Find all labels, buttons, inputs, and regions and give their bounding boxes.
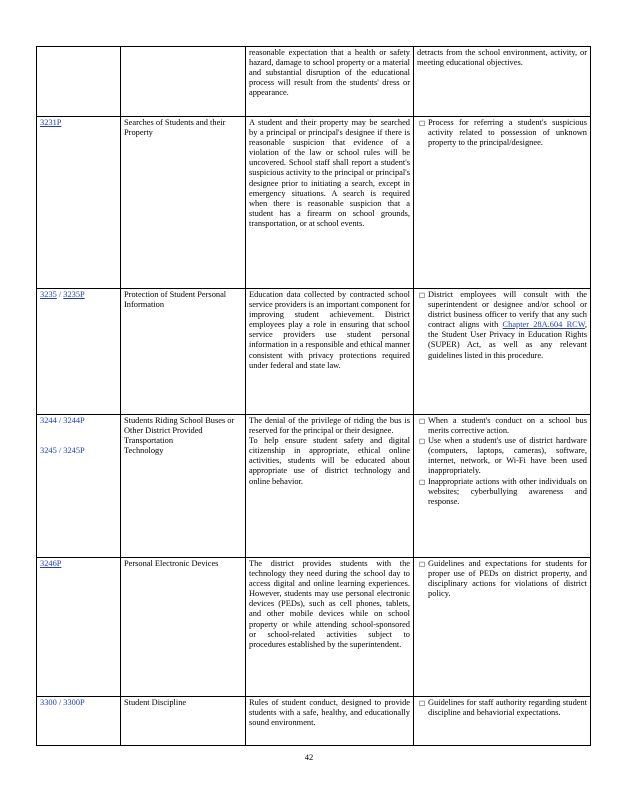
policy-code-cell bbox=[37, 47, 121, 117]
procedure-text: Guidelines and expectations for students for proper use of PEDs on district property, and disciplinary actions for violations of district policy. bbox=[428, 559, 587, 599]
procedure-cell bbox=[414, 117, 591, 289]
policy-code-cell bbox=[37, 558, 121, 697]
policy-code-link[interactable]: 3235 bbox=[40, 290, 57, 299]
procedure-text: District employees will consult with the superintendent or designee and/or school or district business officer to verify that any such contract aligns with Chapter 28A.604 RCW, the Student User Privacy in Education Rights (SUPER) Act, as well as any relevant guidelines listed in this procedure. bbox=[428, 290, 587, 360]
policy-code-link[interactable]: 3231P bbox=[40, 118, 62, 127]
procedure-bullet bbox=[419, 698, 587, 718]
rcw-chapter-link[interactable]: Chapter 28A.604 RCW bbox=[502, 320, 585, 330]
policy-description-cell bbox=[246, 415, 414, 558]
policy-description: A student and their property may be searched by a principal or principal's designee if there is reasonable suspicion that evidence of a violation of the law or school rules will be uncovered. School staff shall report a student's suspicious activity to the principal or principal's designee prior to initiating a search, except in emergency situations. A search is required when there is reasonable suspicion that a student has a firearm on school grounds, transportation, or at school events. bbox=[246, 117, 414, 289]
policy-code-cell bbox=[37, 117, 121, 289]
procedure-text: Process for referring a student's suspicious activity related to possession of unknown property to the principal/designee. bbox=[428, 118, 587, 148]
procedure-cell bbox=[414, 289, 591, 415]
procedure-text: Guidelines for staff authority regarding student discipline and behaviorial expectations. bbox=[428, 698, 587, 718]
policy-description: The district provides students with the technology they need during the school day to access digital and online learning experiences. However, students may use personal electronic devices (PEDs), such as cell phones, tablets, and other mobile devices while on school property or while attending school-sponsored or school-related activities subject to procedures established by the superintendent. bbox=[246, 558, 414, 697]
table-row bbox=[37, 415, 591, 558]
policy-description: Education data collected by contracted school service providers is an important component for improving student achievement. District employees play a role in ensuring that school service providers use student personal information in a responsible and ethical manner consistent with privacy protections required under federal and state law. bbox=[246, 289, 414, 415]
policy-table bbox=[36, 46, 591, 746]
policy-title: Student Discipline bbox=[121, 697, 246, 746]
checkbox-bullet-icon: □ bbox=[419, 437, 426, 446]
policy-code-link[interactable]: 3246P bbox=[40, 559, 62, 568]
procedure-bullet bbox=[419, 559, 587, 599]
policy-title: Searches of Students and their Property bbox=[121, 117, 246, 289]
procedure-text: Inappropriate actions with other individuals on websites; cyberbullying awareness and response. bbox=[428, 476, 587, 506]
page-number: 42 bbox=[304, 752, 314, 762]
checkbox-bullet-icon: □ bbox=[419, 560, 426, 568]
policy-title: Protection of Student Personal Information bbox=[121, 289, 246, 415]
procedure-bullet bbox=[419, 416, 587, 436]
procedure-bullet bbox=[419, 290, 587, 361]
checkbox-bullet-icon: □ bbox=[419, 477, 426, 486]
table-row bbox=[37, 117, 591, 289]
policy-code: 3300 / 3300P bbox=[40, 698, 85, 707]
procedure-cell bbox=[414, 558, 591, 697]
procedure-code-link[interactable]: 3235P bbox=[63, 290, 85, 299]
procedure-text: detracts from the school environment, activity, or meeting educational objectives. bbox=[417, 48, 587, 68]
policy-code-cell bbox=[37, 415, 121, 558]
policy-description: Rules of student conduct, designed to provide students with a safe, healthy, and educationally sound environment. bbox=[246, 697, 414, 746]
policy-title-cell bbox=[121, 47, 246, 117]
procedure-text: Use when a student's use of district hardware (computers, laptops, cameras), software, internet, network, or Wi-Fi have been used inappropriately. bbox=[428, 436, 587, 476]
procedure-bullet bbox=[419, 477, 587, 507]
procedure-cell bbox=[414, 415, 591, 558]
checkbox-bullet-icon: □ bbox=[419, 417, 426, 425]
procedure-text: When a student's conduct on a school bus merits corrective action. bbox=[428, 416, 587, 436]
policy-description: The denial of the privilege of riding the bus is reserved for the principal or their designee. bbox=[249, 416, 410, 436]
procedure-bullet bbox=[419, 118, 587, 148]
policy-code-cell: 3235 / 3235P bbox=[37, 289, 121, 415]
table-row bbox=[37, 558, 591, 697]
policy-title-cell bbox=[121, 415, 246, 558]
policy-description: To help ensure student safety and digital citizenship in appropriate, ethical online activities, students will be educated about appropriate use of district technology and online behavior. bbox=[249, 436, 410, 486]
checkbox-bullet-icon: □ bbox=[419, 699, 426, 707]
table-row bbox=[37, 289, 591, 415]
policy-code: 3245 / 3245P bbox=[40, 446, 85, 456]
procedure-cell bbox=[414, 47, 591, 117]
policy-description: reasonable expectation that a health or safety hazard, damage to school property or a material and substantial disruption of the educational process will result from the students' dress or appearance. bbox=[246, 47, 414, 117]
table-row bbox=[37, 47, 591, 117]
policy-title: Personal Electronic Devices bbox=[121, 558, 246, 697]
policy-code-cell bbox=[37, 697, 121, 746]
checkbox-bullet-icon: □ bbox=[419, 119, 426, 127]
procedure-cell bbox=[414, 697, 591, 746]
policy-code: 3244 / 3244P bbox=[40, 416, 85, 425]
checkbox-bullet-icon: □ bbox=[419, 291, 426, 299]
policy-title: Students Riding School Buses or Other District Provided Transportation bbox=[124, 416, 235, 446]
table-row bbox=[37, 697, 591, 746]
procedure-bullet bbox=[419, 436, 587, 476]
policy-title: Technology bbox=[124, 446, 164, 456]
